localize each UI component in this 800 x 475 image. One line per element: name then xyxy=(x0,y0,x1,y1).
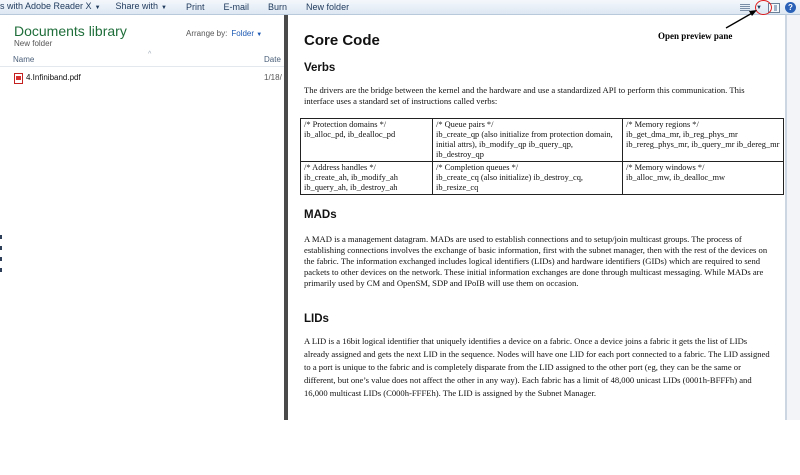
column-header-row xyxy=(0,53,284,67)
preview-scrollbar[interactable] xyxy=(787,15,800,420)
cell-header: /* Completion queues */ xyxy=(436,163,519,172)
open-with-adobe-reader-button[interactable] xyxy=(0,0,101,16)
table-row xyxy=(301,119,784,162)
chevron-down-icon: ▼ xyxy=(161,4,167,11)
file-list-pane xyxy=(0,15,284,475)
cell-header: /* Protection domains */ xyxy=(304,120,387,129)
preview-pane xyxy=(288,15,785,420)
command-bar xyxy=(0,0,800,15)
arrange-by-label: Arrange by: xyxy=(186,29,228,38)
cell-body: ib_create_qp (also initialize from protection domain, initial attrs), ib_modify_qp ib_query_qp, ib_destroy_qp xyxy=(436,130,613,159)
table-cell xyxy=(301,162,433,195)
column-header-name[interactable]: Name xyxy=(13,55,35,64)
file-date: 1/18/ xyxy=(264,73,282,82)
chevron-down-icon: ▼ xyxy=(256,32,263,38)
table-row xyxy=(301,162,784,195)
cell-header: /* Queue pairs */ xyxy=(436,120,494,129)
cell-body: ib_alloc_pd, ib_dealloc_pd xyxy=(304,130,396,139)
email-button[interactable]: E-mail xyxy=(223,1,250,12)
library-title: Documents library xyxy=(14,23,127,39)
table-cell xyxy=(623,119,784,162)
doc-title: Core Code xyxy=(304,32,380,49)
cell-body: ib_create_ah, ib_modify_ah ib_query_ah, ib_destroy_ah xyxy=(304,173,398,192)
window-bottom-area xyxy=(0,420,800,475)
cell-header: /* Address handles */ xyxy=(304,163,376,172)
new-folder-button[interactable]: New folder xyxy=(306,1,350,12)
share-with-label: Share with xyxy=(115,0,159,11)
lids-paragraph: A LID is a 16bit logical identifier that uniquely identifies a device on a fabric. Once a device joins a fabric it gets the list of LIDs already assigned and gets the next LID in the sequence. Nodes will have one LID for each port connected to a fabric. The LID assigned to a port is unique to the fabric and is completely disparate from the LID assigned to the other port (eg, they can be the same or different, but one’s value does not affect the other in any way). Each fabric has a limit of 48,000 unicast LIDs (0001h-BFFFh) and 16,000 multicast LIDs (C000h-FFFEh). The LID is assigned by the Subnet Manager. xyxy=(304,336,770,398)
annotation-label: Open preview pane xyxy=(658,31,733,41)
pdf-file-icon xyxy=(14,73,23,84)
help-icon[interactable]: ? xyxy=(785,2,796,13)
cell-body: ib_get_dma_mr, ib_reg_phys_mr ib_rereg_phys_mr, ib_query_mr ib_dereg_mr xyxy=(626,130,780,149)
table-cell xyxy=(623,162,784,195)
mads-heading: MADs xyxy=(304,209,337,221)
open-with-label: s with Adobe Reader X xyxy=(0,0,92,11)
arrange-by-value: Folder xyxy=(231,29,255,38)
view-options-chevron-icon[interactable]: ▼ xyxy=(756,4,762,11)
library-subtitle: New folder xyxy=(14,39,53,48)
verbs-paragraph: The drivers are the bridge between the kernel and the hardware and use a standardized API to perform this communication. This interface uses a standard set of instructions called verbs: xyxy=(304,85,745,106)
burn-button[interactable]: Burn xyxy=(268,1,288,12)
file-row[interactable] xyxy=(0,72,284,85)
arrange-by-dropdown[interactable] xyxy=(231,29,262,38)
lids-heading: LIDs xyxy=(304,313,329,325)
cell-header: /* Memory windows */ xyxy=(626,163,705,172)
verbs-heading: Verbs xyxy=(304,62,336,74)
verbs-table xyxy=(300,118,784,195)
share-with-button[interactable] xyxy=(116,0,167,16)
file-name: 4.Infiniband.pdf xyxy=(26,73,81,82)
chevron-down-icon: ▼ xyxy=(94,4,101,11)
print-button[interactable]: Print xyxy=(186,1,205,12)
column-header-date[interactable]: Date xyxy=(264,55,281,64)
sort-ascending-icon: ^ xyxy=(148,51,152,58)
table-cell xyxy=(433,119,623,162)
arrange-by xyxy=(186,29,262,38)
annotation-arrow-icon xyxy=(724,8,760,30)
cell-header: /* Memory regions */ xyxy=(626,120,699,129)
cell-body: ib_alloc_mw, ib_dealloc_mw xyxy=(626,173,726,182)
cell-body: ib_create_cq (also initialize) ib_destroy_cq, ib_resize_cq xyxy=(436,173,583,192)
nav-pane-edge xyxy=(0,235,2,285)
table-cell xyxy=(301,119,433,162)
mads-paragraph: A MAD is a management datagram. MADs are used to establish connections and to setup/join multicast groups. The process of establishing connections involves the exchange of basic information, first with the subnet manager, then with the rest of the devices on the fabric. The information exchanged includes logical identifiers (LIDs) and hardware identifiers (GIDs) which are required to send packets to other devices on the network. These initial information exchanges are done through multicast messaging. While MADs are primarily used by CM and OpenSM, SDP and IPoIB will use them on occasion. xyxy=(304,234,768,288)
table-cell xyxy=(433,162,623,195)
